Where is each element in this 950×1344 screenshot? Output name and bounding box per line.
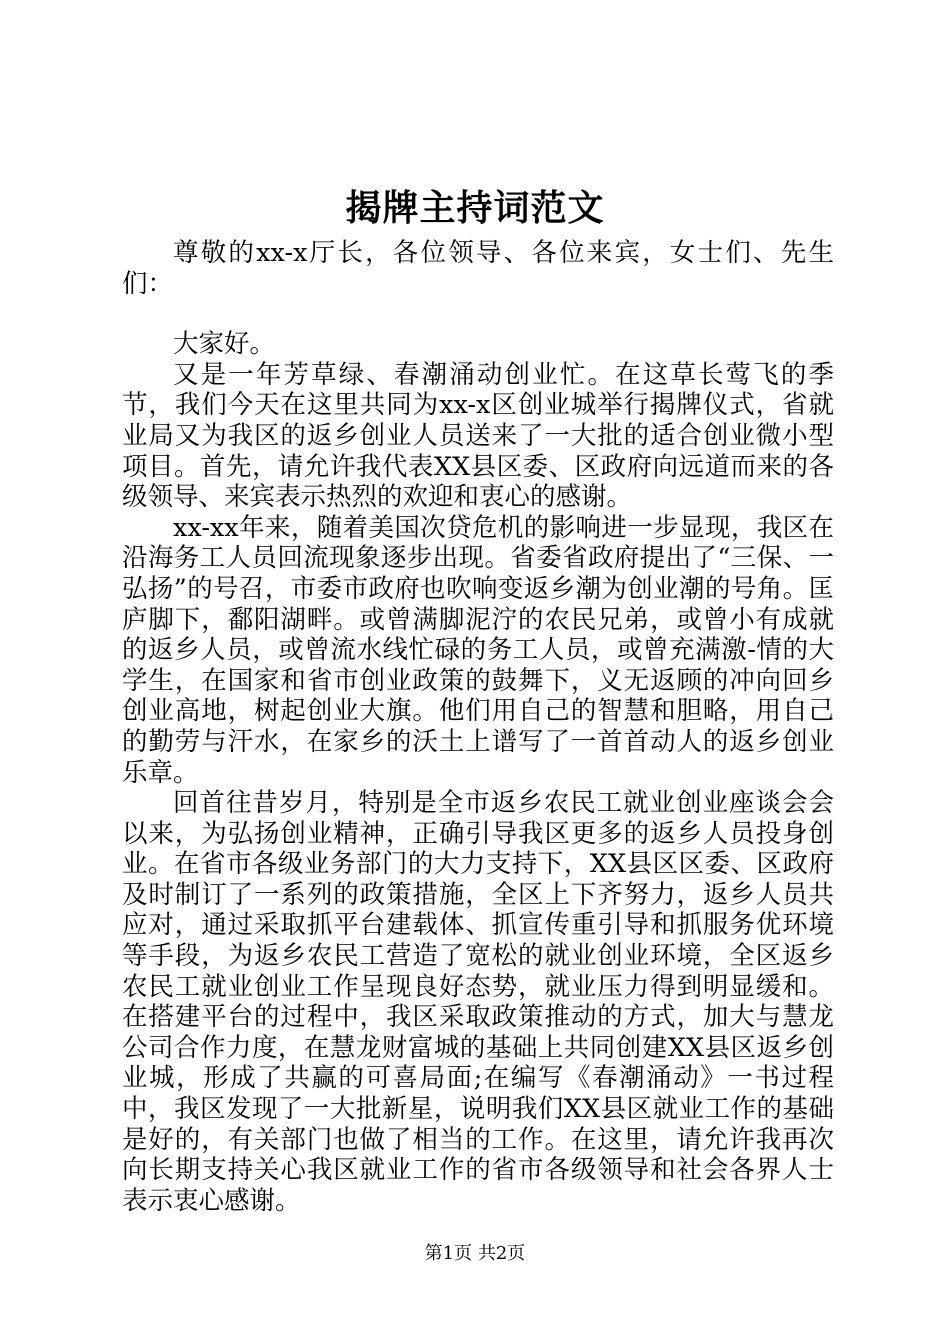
body-paragraph: 回首往昔岁月，特别是全市返乡农民工就业创业座谈会会以来，为弘扬创业精神，正确引导我区更多的返乡人员投身创业。在省市各级业务部门的大力支持下，XX县区区委、区政府及时制订了一系列的政策措施，全区上下齐努力，返乡人员共应对，通过采取抓平台建载体、抓宣传重引导和抓服务优环境等手段，为返乡农民工营造了宽松的就业创业环境，全区返乡农民工就业创业工作呈现良好态势，就业压力得到明显缓和。在搭建平台的过程中，我区采取政策推动的方式，加大与慧龙公司合作力度，在慧龙财富城的基础上共同创建XX县区返乡创业城，形成了共赢的可喜局面;在编写《春潮涌动》一书过程中，我区发现了一大批新星，说明我们XX县区就业工作的基础是好的，有关部门也做了相当的工作。在这里，请允许我再次向长期支持关心我区就业工作的省市各级领导和社会各界人士表示衷心感谢。 bbox=[122, 788, 834, 1216]
body-paragraph: xx-xx年来，随着美国次贷危机的影响进一步显现，我区在沿海务工人员回流现象逐步出现。省委省政府提出了“三保、一弘扬”的号召，市委市政府也吹响变返乡潮为创业潮的号角。匡庐脚下，鄱阳湖畔。或曾满脚泥泞的农民兄弟，或曾小有成就的返乡人员，或曾流水线忙碌的务工人员，或曾充满激-情的大学生，在国家和省市创业政策的鼓舞下，义无返顾的冲向回乡创业高地，树起创业大旗。他们用自己的智慧和胆略，用自己的勤劳与汗水，在家乡的沃土上谱写了一首首动人的返乡创业乐章。 bbox=[122, 512, 834, 788]
greeting-paragraph: 大家好。 bbox=[173, 329, 276, 360]
document-title: 揭牌主持词范文 bbox=[345, 187, 605, 229]
page-indicator: 第1页 共2页 bbox=[424, 1243, 526, 1264]
salutation-paragraph: 尊敬的xx-x厅长，各位领导、各位来宾，女士们、先生们： bbox=[122, 238, 834, 299]
body-paragraph: 又是一年芳草绿、春潮涌动创业忙。在这草长莺飞的季节，我们今天在这里共同为xx-x区创业城举行揭牌仪式，省就业局又为我区的返乡创业人员送来了一大批的适合创业微小型项目。首先，请允许我代表XX县区委、区政府向远道而来的各级领导、来宾表示热烈的欢迎和衷心的感谢。 bbox=[122, 359, 834, 513]
document-body bbox=[122, 238, 834, 1216]
